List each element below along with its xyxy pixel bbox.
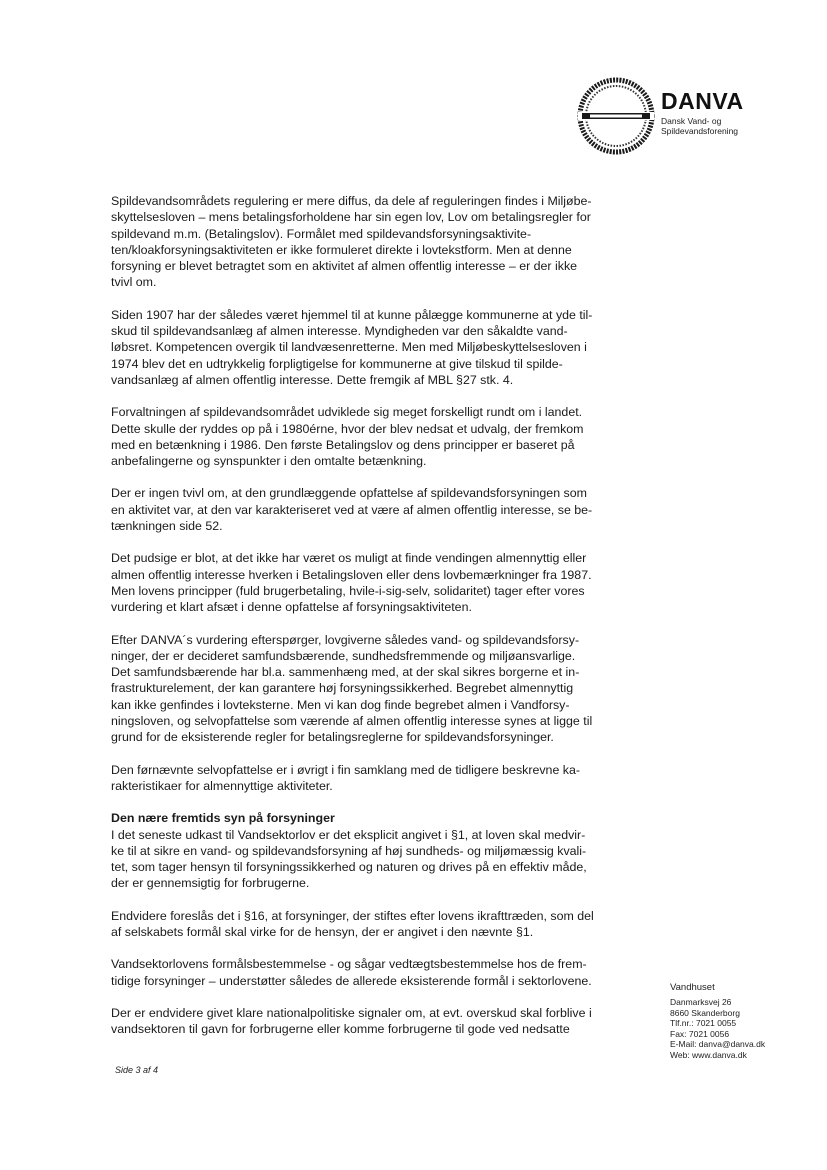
paragraph: Den førnævnte selvopfattelse er i øvrigt i fin samklang med de tidligere beskrevne ka- rakteristikaer for almennyttige aktiviteter. [111, 762, 580, 793]
address-title: Vandhuset [670, 982, 715, 993]
address-phone: Tlf.nr.: 7021 0055 [670, 1018, 737, 1029]
page-number: Side 3 af 4 [115, 1065, 159, 1075]
paragraph: Der er endvidere givet klare nationalpolitiske signaler om, at evt. overskud skal forblive i vandsektoren til gavn for forbrugerne eller komme forbrugerne til gode ved nedsatte [111, 1005, 592, 1037]
letter-body [111, 193, 631, 1053]
paragraph: Vandsektorlovens formålsbestemmelse - og sågar vedtægtsbestemmelse hos de frem- tidige forsyninger – understøtter således de allerede eksisterende formål i sektorlovene. [111, 957, 592, 988]
logo-subtitle-line1: Dansk Vand- og [661, 116, 722, 126]
paragraph: I det seneste udkast til Vandsektorlov er det eksplicit angivet i §1, at loven skal medvir- ke til at sikre en vand- og spildevandsforsyning af høj sundheds- og miljømæssig kvali- tet, som tager hensyn til forsyningssikkerhed og naturen og drives på en effektiv måde, der er gennemsigtig for forbrugerne. [111, 827, 587, 891]
address-fax: Fax: 7021 0056 [670, 1028, 730, 1039]
footer-address [670, 982, 765, 1061]
danva-logo-icon [576, 76, 656, 156]
section-heading: Den nære fremtids syn på forsyninger [111, 811, 335, 826]
address-city: 8660 Skanderborg [670, 1007, 740, 1018]
address-street: Danmarksvej 26 [670, 997, 732, 1007]
paragraph: Endvidere foreslås det i §16, at forsyninger, der stiftes efter lovens ikrafttræden, som del af selskabets formål skal virke for de hensyn, der er angivet i den nævnte §1. [111, 908, 594, 939]
paragraph: Efter DANVA´s vurdering efterspørger, lovgiverne således vand- og spildevandsforsy- ninger, der er decideret samfundsbærende, sundhedsfremmende og miljøansvarlige. Det samfundsbærende har bl.a. sammenhæng med, at der skal sikres borgerne et in- frastrukturelement, der kan garantere høj forsyningssikkerhed. Begrebet almennyttig kan ikke genfindes i lovteksterne. Men vi kan dog finde begrebet almen i Vandforsy- ningsloven, og selvopfattelse som værende af almen offentlig interesse synes at ligge til grund for de eksisterende regler for betalingsreglerne for spildevandsforsyninger. [111, 632, 593, 745]
paragraph: Spildevandsområdets regulering er mere diffus, da dele af reguleringen findes i Miljøbe- skyttelsesloven – mens betalingsforholdene har sin egen lov, Lov om betalingsregler for spildevand m.m. (Betalingslov). Formålet med spildevandsforsyningsaktivite- ten/kloakforsyningsaktiviteten er ikke formuleret direkte i lovtekstform. Men at denne forsyning er blevet betragtet som en aktivitet af almen offentlig interesse – er der ikke tvivl om. [111, 194, 592, 290]
paragraph: Der er ingen tvivl om, at den grundlæggende opfattelse af spildevandsforsyningen som en aktivitet var, at den var karakteriseret ved at være af almen offentlig interesse, se be- tænkningen side 52. [111, 486, 593, 534]
paragraph: Siden 1907 har der således været hjemmel til at kunne pålægge kommunerne at yde til- skud til spildevandsanlæg af almen interesse. Myndigheden var den såkaldte vand- løbsret. Kompetencen overgik til landvæsenretterne. Men med Miljøbeskyttelsesloven i 1974 blev det en udtrykkelig forpligtigelse for kommunerne at give tilskud til spilde- vandsanlæg af almen offentlig interesse. Dette fremgik af MBL §27 stk. 4. [111, 307, 593, 387]
logo-subtitle-line2: Spildevandsforening [661, 126, 739, 136]
paragraph: Det pudsige er blot, at det ikke har været os muligt at finde vendingen almennyttig eller almen offentlig interesse hverken i Betalingsloven eller dens lovbemærkninger fra 1987. Men lovens principper (fuld brugerbetaling, hvile-i-sig-selv, solidaritet) tager efter vores vurdering et klart afsæt i denne opfattelse af forsyningsaktiviteten. [111, 551, 592, 615]
logo-text [661, 89, 744, 136]
address-web: Web: www.danva.dk [670, 1049, 747, 1060]
logo-name: DANVA [661, 88, 744, 114]
address-email: E-Mail: danva@danva.dk [670, 1039, 766, 1050]
paragraph: Forvaltningen af spildevandsområdet udviklede sig meget forskelligt rundt om i landet. Dette skulle der ryddes op på i 1980érne, hvor der blev nedsat et udvalg, der fremkom med en betænkning i 1986. Den første Betalingslov og dens principper er baseret på anbefalingerne og synspunkter i den omtalte betænkning. [111, 405, 584, 469]
